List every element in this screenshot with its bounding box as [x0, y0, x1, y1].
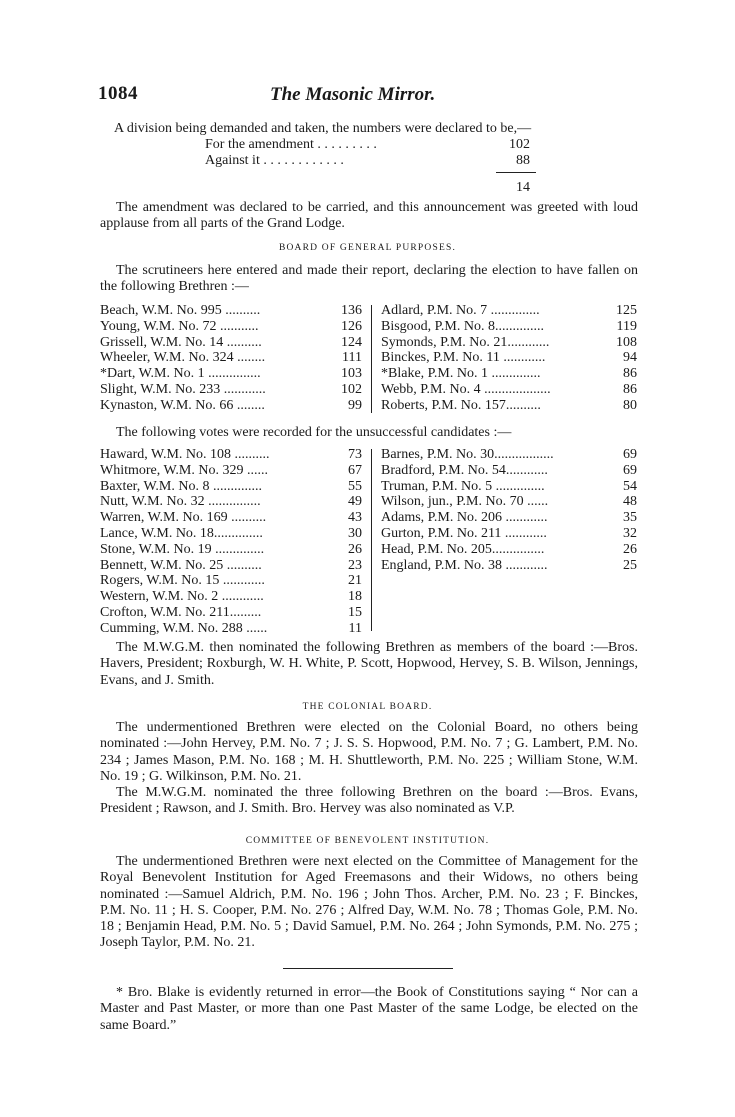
table-row: Whitmore, W.M. No. 329 ...... 67	[100, 462, 362, 478]
table-row: Webb, P.M. No. 4 ................... 86	[381, 381, 637, 397]
colonial-paragraph-1: The undermentioned Brethren were elected on the Colonial Board, no others being nominated :—John Hervey, P.M. No. 7 ; J. S. S. Hopwood, P.M. No. 7 ; G. Lambert, P.M. No. 234 ; James Mason, P.M. No. 168 ; M. H. Shuttleworth, P.M. No. 225 ; William Stone, W.M. No. 19 ; G. Wilkinson, P.M. No. 21.	[100, 720, 638, 784]
table-row: Grissell, W.M. No. 14 .......... 124	[100, 334, 362, 350]
column-divider	[371, 449, 372, 631]
table-row: Stone, W.M. No. 19 .............. 26	[100, 541, 362, 557]
table-row: Adlard, P.M. No. 7 .............. 125	[381, 303, 637, 318]
carried-paragraph: The amendment was declared to be carried, and this announcement was greeted with loud applause from all parts of the Grand Lodge.	[100, 200, 638, 232]
table-row: Wheeler, W.M. No. 324 ........ 111	[100, 350, 362, 366]
table-row: Cumming, W.M. No. 288 ...... 11	[100, 620, 362, 636]
sum-rule	[496, 172, 536, 173]
benevolent-heading: COMMITTEE OF BENEVOLENT INSTITUTION.	[245, 836, 490, 846]
table-row: Binckes, P.M. No. 11 ............ 94	[381, 350, 637, 366]
division-intro: A division being demanded and taken, the numbers were declared to be,—	[114, 121, 532, 136]
table-row: Head, P.M. No. 205............... 26	[381, 541, 637, 557]
table-row: *Blake, P.M. No. 1 .............. 86	[381, 366, 637, 382]
table-row: Haward, W.M. No. 108 .......... 73	[100, 447, 362, 462]
benevolent-paragraph: The undermentioned Brethren were next elected on the Committee of Management for the Royal Benevolent Institution for Aged Freemasons and their Widows, no others being nominated :—Samuel Aldrich, P.M. No. 196 ; John Thos. Archer, P.M. No. 23 ; F. Binckes, P.M. No. 11 ; H. S. Cooper, P.M. No. 276 ; Alfred Day, W.M. No. 78 ; Thomas Gole, P.M. No. 18 ; Benjamin Head, P.M. No. 5 ; David Samuel, P.M. No. 264 ; John Symonds, P.M. No. 275 ; Joseph Taylor, P.M. No. 21.	[100, 854, 638, 951]
table-row: Truman, P.M. No. 5 .............. 54	[381, 478, 637, 494]
table-row: Wilson, jun., P.M. No. 70 ...... 48	[381, 494, 637, 510]
against-value: 88	[516, 153, 530, 168]
table-row: Warren, W.M. No. 169 .......... 43	[100, 510, 362, 526]
board-general-heading: BOARD OF GENERAL PURPOSES.	[278, 243, 457, 253]
table-row: Western, W.M. No. 2 ............ 18	[100, 589, 362, 605]
scrutineers-paragraph: The scrutineers here entered and made their report, declaring the election to have fallen on the following Brethren :—	[100, 263, 638, 295]
table-row: Young, W.M. No. 72 ........... 126	[100, 318, 362, 334]
footnote: * Bro. Blake is evidently returned in error—the Book of Constitutions saying “ Nor can a Master and Past Master, or more than one Past Master of the same Lodge, be elected on the same Board.”	[100, 985, 638, 1033]
for-amendment-value: 102	[509, 137, 530, 152]
elected-right-column	[381, 303, 637, 414]
table-row: Adams, P.M. No. 206 ............ 35	[381, 510, 637, 526]
column-divider	[371, 305, 372, 413]
page-number: 1084	[98, 83, 138, 104]
unsuccessful-left-column	[100, 447, 362, 637]
elected-left-column	[100, 303, 362, 414]
difference-value: 14	[516, 180, 530, 195]
table-row: Roberts, P.M. No. 157.......... 80	[381, 397, 637, 413]
table-row: Bennett, W.M. No. 25 .......... 23	[100, 557, 362, 573]
table-row: *Dart, W.M. No. 1 ............... 103	[100, 366, 362, 382]
table-row: Slight, W.M. No. 233 ............ 102	[100, 381, 362, 397]
table-row: Crofton, W.M. No. 211......... 15	[100, 604, 362, 620]
against-label: Against it . . . . . . . . . . . .	[205, 153, 344, 168]
table-row: Baxter, W.M. No. 8 .............. 55	[100, 478, 362, 494]
table-row: Bisgood, P.M. No. 8.............. 119	[381, 318, 637, 334]
table-row: Barnes, P.M. No. 30................. 69	[381, 447, 637, 462]
for-amendment-label: For the amendment . . . . . . . . .	[205, 137, 377, 152]
unsuccessful-intro: The following votes were recorded for the unsuccessful candidates :—	[116, 425, 512, 440]
table-row: Lance, W.M. No. 18.............. 30	[100, 525, 362, 541]
table-row: Nutt, W.M. No. 32 ............... 49	[100, 494, 362, 510]
running-title: The Masonic Mirror.	[270, 84, 436, 105]
table-row: Beach, W.M. No. 995 .......... 136	[100, 303, 362, 318]
colonial-paragraph-2: The M.W.G.M. nominated the three following Brethren on the board :—Bros. Evans, President ; Rawson, and J. Smith. Bro. Hervey was also nominated as V.P.	[100, 785, 638, 817]
footnote-rule	[283, 968, 453, 969]
unsuccessful-right-column	[381, 447, 637, 573]
colonial-board-heading: THE COLONIAL BOARD.	[302, 702, 433, 712]
table-row: Rogers, W.M. No. 15 ............ 21	[100, 573, 362, 589]
table-row: Symonds, P.M. No. 21............ 108	[381, 334, 637, 350]
table-row: Kynaston, W.M. No. 66 ........ 99	[100, 397, 362, 413]
table-row: Bradford, P.M. No. 54............ 69	[381, 462, 637, 478]
nomination-paragraph: The M.W.G.M. then nominated the following Brethren as members of the board :—Bros. Havers, President; Roxburgh, W. H. White, P. Scott, Hopwood, Hervey, S. B. Wilson, Jennings, Evans, and J. Smith.	[100, 640, 638, 688]
table-row: England, P.M. No. 38 ............ 25	[381, 557, 637, 573]
table-row: Gurton, P.M. No. 211 ............ 32	[381, 525, 637, 541]
